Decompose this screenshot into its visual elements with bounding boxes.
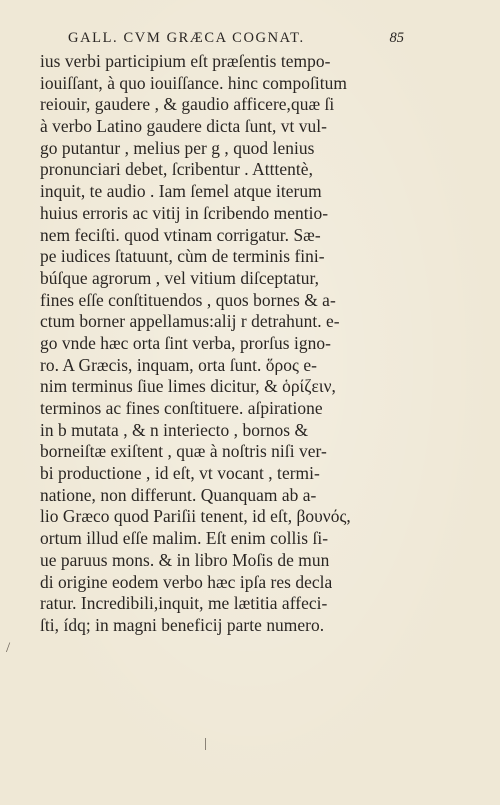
text-line: ue paruus mons. & in libro Moſis de mun xyxy=(40,549,330,570)
text-line: go putantur , melius per g , quod lenius xyxy=(40,137,315,158)
text-line: in b mutata , & n interiecto , bornos & xyxy=(40,419,309,440)
text-line: pronunciari debet, ſcribentur . Atttentè, xyxy=(40,159,313,180)
text-line: nim terminus ſiue limes dicitur, & ὁρίζειν, xyxy=(40,376,336,397)
text-line: iouiſſant, à quo iouiſſance. hinc compoſitum xyxy=(40,72,347,93)
running-head xyxy=(68,30,404,50)
page-number: 85 xyxy=(389,30,404,46)
text-line: fines eſſe conſtituendos , quos bornes & a- xyxy=(40,289,336,310)
text-line: ortum illud eſſe malim. Eſt enim collis ſi- xyxy=(40,528,329,549)
text-line: natione, non differunt. Quanquam ab a- xyxy=(40,484,317,505)
text-line: búſque agrorum , vel vitium diſceptatur, xyxy=(40,267,320,288)
text-line: ius verbi participium eſt præſentis tempo- xyxy=(40,51,331,71)
text-line: borneiſtæ exiſtent , quæ à noſtris niſi ver- xyxy=(40,441,327,462)
text-line: reiouir, gaudere , & gaudio afficere,quæ ſi xyxy=(40,94,335,115)
text-line: lio Græco quod Pariſii tenent, id eſt, βουνός, xyxy=(40,506,351,527)
text-line: bi productione , id eſt, vt vocant , termi- xyxy=(40,463,320,484)
text-line: à verbo Latino gaudere dicta ſunt, vt vul- xyxy=(40,116,328,137)
text-line: go vnde hæc orta ſint verba, prorſus igno- xyxy=(40,332,331,353)
text-line: ctum borner appellamus:alij r detrahunt. e- xyxy=(40,311,340,332)
text-line: ro. A Græcis, inquam, orta ſunt. ὅρος e- xyxy=(40,354,317,375)
text-line: ſti, ídq; in magni beneficij parte numero. xyxy=(40,614,325,635)
text-line: inquit, te audio . Iam ſemel atque iterum xyxy=(40,181,322,202)
body-text xyxy=(40,51,420,637)
text-line: pe iudices ſtatuunt, cùm de terminis fini- xyxy=(40,246,325,267)
running-head-title: GALL. CVM GRÆCA COGNAT. xyxy=(68,30,305,46)
text-line: ratur. Incredibili,inquit, me lætitia affeci- xyxy=(40,593,328,614)
text-line: di origine eodem verbo hæc ipſa res decla xyxy=(40,571,333,592)
ink-mark xyxy=(205,738,206,750)
text-line: terminos ac fines conſtituere. aſpiratione xyxy=(40,398,323,418)
text-line: huius erroris ac vitij in ſcribendo mentio- xyxy=(40,202,329,223)
text-line: nem feciſti. quod vtinam corrigatur. Sæ- xyxy=(40,224,321,245)
margin-mark: / xyxy=(6,640,11,656)
